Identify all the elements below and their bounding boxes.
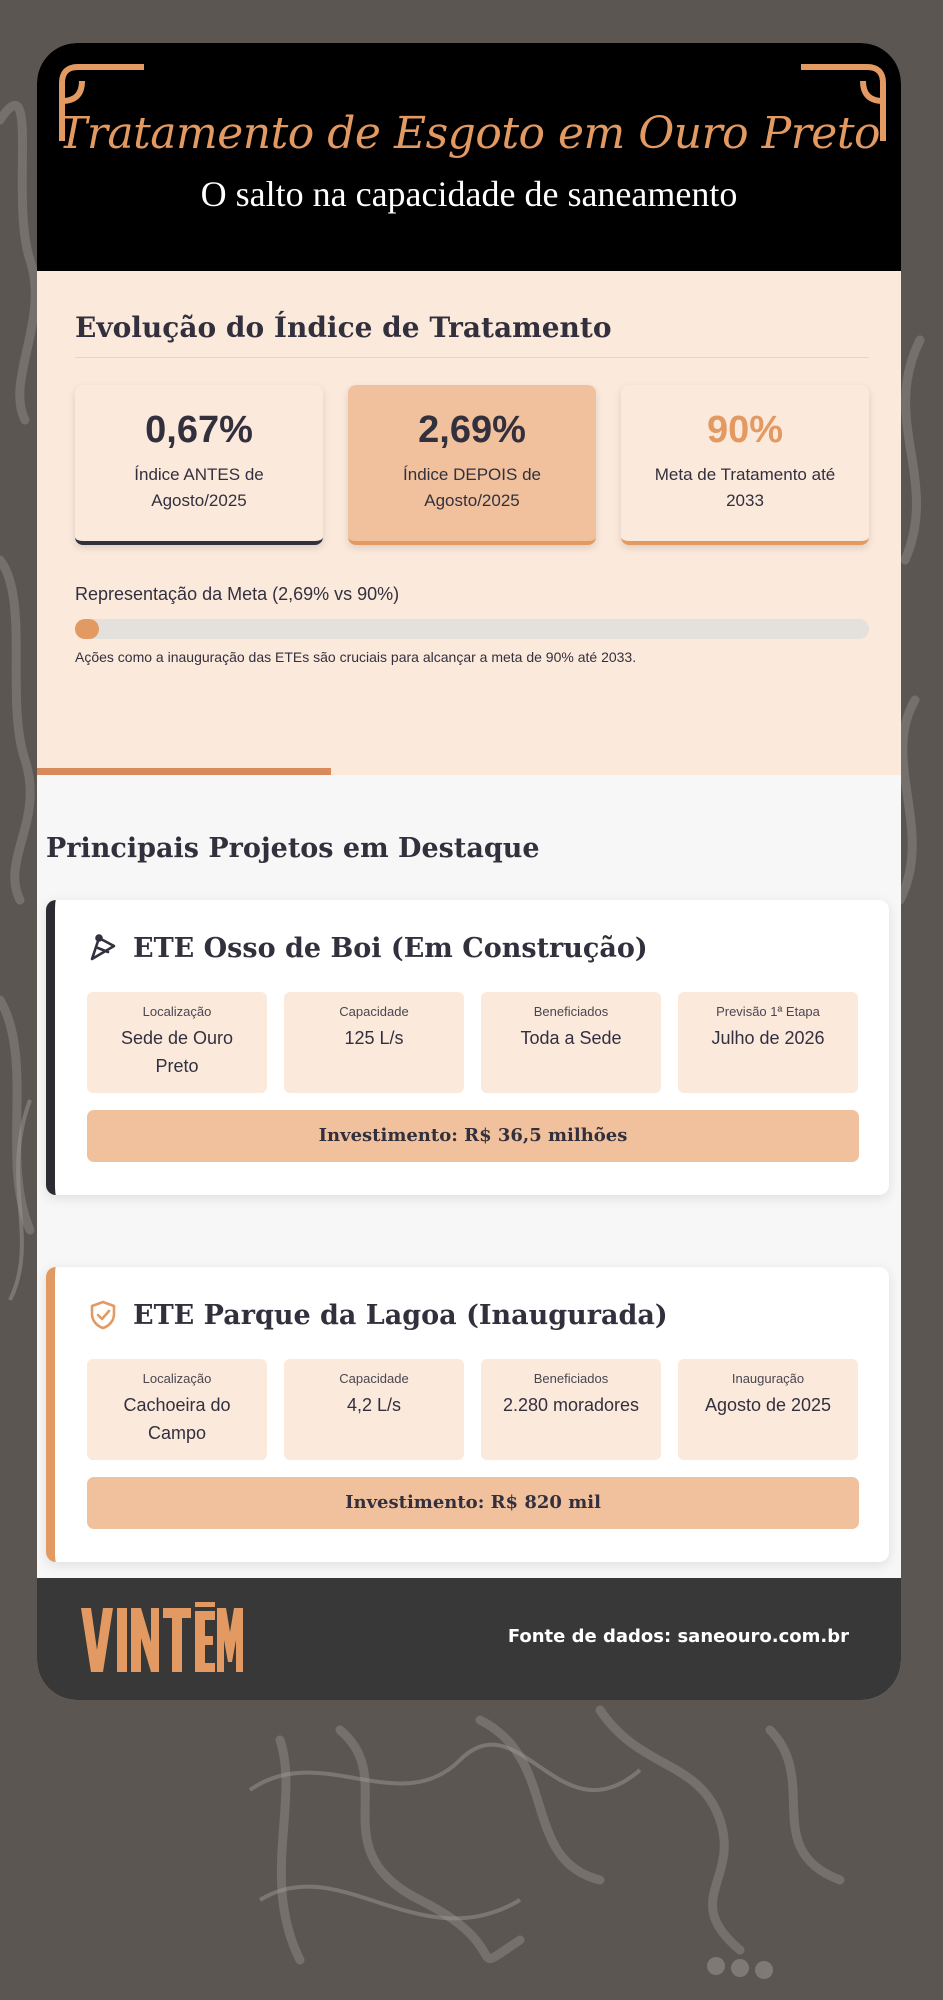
info-value: Julho de 2026 [711, 1028, 825, 1048]
info-box-beneficiaries [481, 992, 661, 1093]
header [37, 43, 901, 271]
info-key: Capacidade [339, 1371, 409, 1386]
info-value: Toda a Sede [520, 1028, 622, 1048]
info-box-beneficiaries [481, 1359, 661, 1460]
info-box-date [678, 992, 858, 1093]
projects-section [37, 775, 901, 1578]
info-key: Beneficiados [533, 1371, 609, 1386]
stat-label: Meta de Tratamento até 2033 [654, 465, 836, 510]
drafting-compass-icon [87, 932, 119, 964]
stat-value: 2,69% [418, 409, 526, 451]
project-card [46, 900, 889, 1195]
info-key: Previsão 1ª Etapa [716, 1004, 820, 1019]
progress-label: Representação da Meta (2,69% vs 90%) [75, 584, 400, 604]
info-key: Inauguração [731, 1371, 805, 1386]
page-title: Tratamento de Esgoto em Ouro Preto [57, 108, 880, 159]
stat-value: 0,67% [145, 409, 253, 451]
footer [37, 1578, 901, 1700]
stat-label: Índice ANTES de Agosto/2025 [134, 465, 264, 510]
stat-card-before [75, 385, 323, 545]
info-value: Agosto de 2025 [704, 1395, 832, 1415]
info-key: Beneficiados [533, 1004, 609, 1019]
info-box-date [678, 1359, 858, 1460]
info-value: 4,2 L/s [346, 1395, 402, 1415]
section-divider-accent [37, 768, 331, 775]
page-subtitle: O salto na capacidade de saneamento [200, 174, 738, 214]
info-value: Cachoeira do Campo [123, 1395, 231, 1443]
info-key: Localização [142, 1004, 212, 1019]
stat-card-after [348, 385, 596, 545]
info-box-capacity [284, 992, 464, 1093]
info-key: Localização [142, 1371, 212, 1386]
evolution-section [37, 271, 901, 771]
info-key: Capacidade [339, 1004, 409, 1019]
infographic-card [37, 43, 901, 1700]
info-value: 2.280 moradores [502, 1395, 640, 1415]
project-header [87, 932, 648, 964]
info-value: Sede de Ouro Preto [120, 1028, 234, 1076]
progress-note: Ações como a inauguração das ETEs são cruciais para alcançar a meta de 90% até 2033. [75, 649, 637, 665]
project-header [87, 1299, 668, 1331]
progress-bar [75, 619, 869, 639]
info-box-location [87, 992, 267, 1093]
stat-card-goal [621, 385, 869, 545]
section-title: Principais Projetos em Destaque [46, 833, 540, 864]
project-title: ETE Parque da Lagoa (Inaugurada) [133, 1299, 668, 1331]
investment-bar: Investimento: R$ 820 mil [87, 1477, 859, 1529]
stat-value: 90% [706, 409, 784, 451]
project-title: ETE Osso de Boi (Em Construção) [133, 932, 648, 964]
investment-bar: Investimento: R$ 36,5 milhões [87, 1110, 859, 1162]
info-box-location [87, 1359, 267, 1460]
progress-fill [75, 619, 99, 639]
info-value: 125 L/s [344, 1028, 404, 1048]
divider [75, 357, 869, 358]
project-card [46, 1267, 889, 1562]
stat-label: Índice DEPOIS de Agosto/2025 [403, 465, 541, 510]
shield-check-icon [87, 1299, 119, 1331]
vintem-logo [79, 1602, 244, 1674]
section-title: Evolução do Índice de Tratamento [75, 311, 612, 344]
info-box-capacity [284, 1359, 464, 1460]
data-source: Fonte de dados: saneouro.com.br [507, 1626, 849, 1647]
